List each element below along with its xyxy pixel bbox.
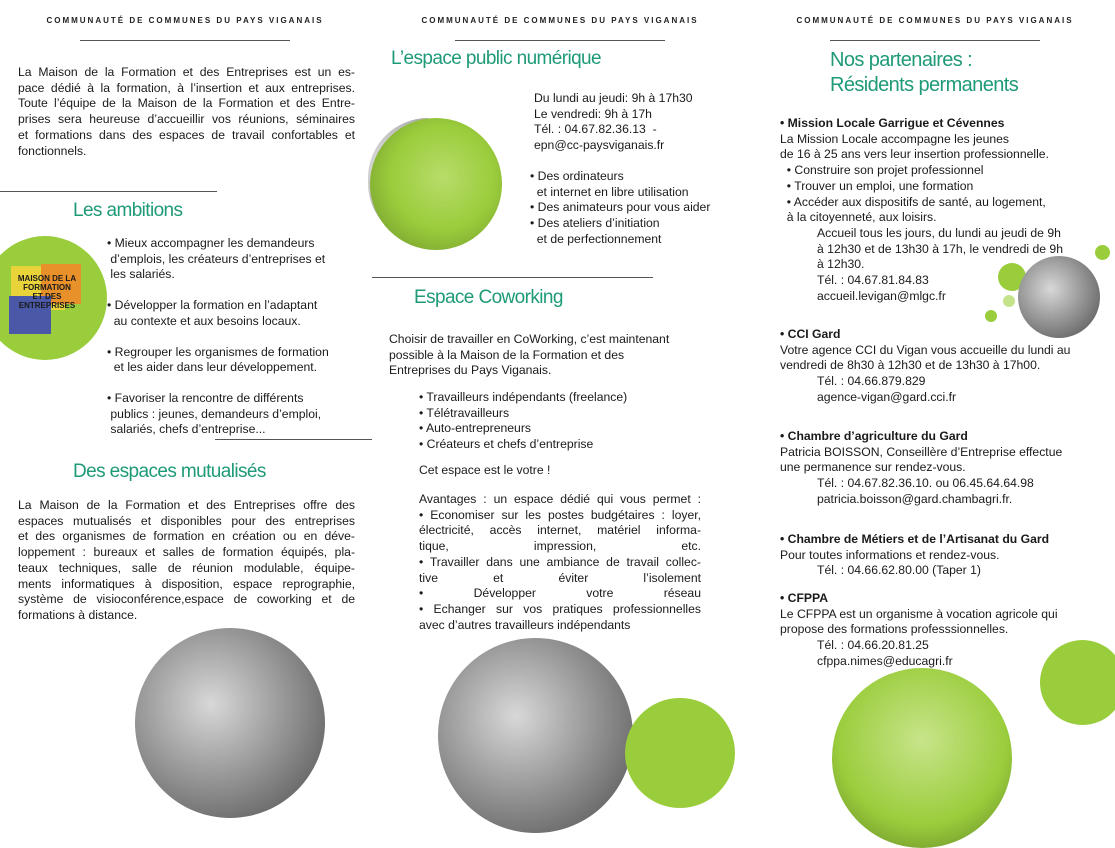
workspace-photo	[135, 628, 325, 818]
text-line: • Développer la formation en l’adaptant	[107, 298, 318, 313]
text-line: tique, impression, etc.	[419, 539, 701, 554]
text-line: • Trouver un emploi, une formation	[780, 178, 974, 193]
text-line: agence-vigan@gard.cci.fr	[817, 389, 957, 404]
header-col2: COMMUNAUTÉ DE COMMUNES DU PAYS VIGANAIS	[421, 16, 699, 25]
partner-contact	[817, 563, 1049, 579]
text-line: La Maison de la Formation et des Entreprises est un es-	[18, 65, 355, 79]
divider	[215, 439, 372, 440]
partner-entry	[780, 591, 1058, 670]
coworking-title: Espace Coworking	[414, 287, 563, 308]
text-line: et les aider dans leur développement.	[107, 360, 318, 375]
coworking-advantages	[419, 492, 701, 633]
text-line: cfppa.nimes@educagri.fr	[817, 653, 953, 668]
text-line: et des organismes de formation en création ou en déve-	[18, 529, 355, 544]
divider	[372, 277, 653, 278]
text-line: pace dédié à la formation, à l’insertion et aux entreprises.	[18, 80, 355, 95]
text-line: prises sera heureuse d’accueillir vos réunions, séminaires	[18, 112, 355, 127]
partner-name: • CCI Gard	[780, 327, 841, 341]
partner-name: • Mission Locale Garrigue et Cévennes	[780, 116, 1005, 130]
text-line: • Travailleurs indépendants (freelance)	[419, 390, 628, 404]
partner-entry	[780, 429, 1062, 508]
green-dot	[1095, 245, 1110, 260]
text-line: vendredi de 8h30 à 12h30 et de 13h30 à 17h00.	[780, 358, 1041, 373]
text-line: Tél. : 04.67.81.84.83	[817, 273, 929, 288]
ambition-item	[107, 236, 329, 283]
text-line: avec d’autres travailleurs indépendants	[419, 617, 631, 632]
text-line: Le vendredi: 9h à 17h	[534, 106, 652, 121]
ambition-item	[107, 391, 329, 438]
text-line: Tél. : 04.67.82.36.13 -	[534, 122, 657, 137]
text-line: patricia.boisson@gard.chambagri.fr.	[817, 491, 1013, 506]
text-line: au contexte et aux besoins locaux.	[107, 313, 301, 328]
text-line: Votre agence CCI du Vigan vous accueille du lundi au	[780, 342, 1071, 357]
text-line: • Auto-entrepreneurs	[419, 421, 531, 436]
text-line: • Mieux accompagner les demandeurs	[107, 236, 315, 250]
text-line: loppement : bureaux et salles de formation équipés, pla-	[18, 545, 355, 560]
intro-paragraph	[18, 65, 355, 159]
text-line: formations à distance.	[18, 607, 138, 622]
text-line: Avantages : un espace dédié qui vous permet :	[419, 492, 701, 506]
text-line: • Travailler dans une ambiance de travail collec-	[419, 554, 701, 569]
text-line: de 16 à 25 ans vers leur insertion professionnelle.	[780, 147, 1049, 162]
coworking-photo	[438, 638, 633, 833]
text-line: • Des animateurs pour vous aider	[530, 200, 711, 215]
text-line: publics : jeunes, demandeurs d’emploi,	[107, 406, 322, 421]
green-circle-decoration	[625, 698, 735, 808]
text-line: tive et éviter l’isolement	[419, 570, 701, 585]
text-line: La Mission Locale accompagne les jeunes	[780, 131, 1009, 146]
partner-name: • Chambre de Métiers et de l’Artisanat du Gard	[780, 532, 1050, 546]
text-line: accueil.levigan@mlgc.fr	[817, 288, 946, 303]
text-line: Tél. : 04.66.20.81.25	[817, 638, 929, 653]
partner-contact	[817, 374, 1070, 405]
header-col1: COMMUNAUTÉ DE COMMUNES DU PAYS VIGANAIS	[46, 16, 324, 25]
text-line: Toute l’équipe de la Maison de la Formation et des Entre-	[18, 96, 355, 111]
coworking-intro	[389, 332, 669, 379]
text-line: à 12h30 et de 13h30 à 17h, le vendredi de 9h	[817, 241, 1063, 256]
epn-title: L’espace public numérique	[391, 48, 601, 69]
ambition-item	[107, 345, 329, 376]
green-dot	[985, 310, 997, 322]
text-line: une permanence sur rendez-vous.	[780, 460, 966, 475]
ambition-item	[107, 298, 329, 329]
ambitions-title: Les ambitions	[73, 200, 183, 221]
mission-locale-photo	[1018, 256, 1100, 338]
divider	[80, 40, 290, 41]
coworking-tagline: Cet espace est le votre !	[419, 463, 551, 477]
text-line: à 12h30.	[817, 257, 865, 272]
coworking-audience-list	[419, 390, 627, 453]
mutual-title: Des espaces mutualisés	[73, 461, 266, 482]
divider	[455, 40, 665, 41]
green-dot	[1003, 295, 1015, 307]
text-line: Tél. : 04.66.62.80.00 (Taper 1)	[817, 563, 981, 578]
text-line: Tél. : 04.67.82.36.10. ou 06.45.64.64.98	[817, 476, 1034, 491]
text-line: fonctionnels.	[18, 143, 87, 158]
logo: MAISON DE LA FORMATION ET DES ENTREPRISES	[17, 274, 77, 310]
partner-contact	[817, 476, 1062, 507]
text-line: • Favoriser la rencontre de différents	[107, 390, 304, 405]
partners-title: Nos partenaires : Résidents permanents	[830, 49, 1019, 96]
text-line: Entreprises du Pays Viganais.	[389, 363, 552, 378]
text-line: • Créateurs et chefs d’entreprise	[419, 437, 594, 452]
epn-list	[530, 169, 710, 248]
text-line: Tél. : 04.66.879.829	[817, 374, 926, 389]
text-line: Accueil tous les jours, du lundi au jeudi de 9h	[817, 225, 1061, 240]
text-line: électricité, accès internet, matériel informa-	[419, 523, 701, 538]
partner-name: • Chambre d’agriculture du Gard	[780, 429, 968, 443]
text-line: et formations dans des espaces de travail confortables et	[18, 127, 355, 142]
text-line: ments informatiques à disposition, espace reprographie,	[18, 576, 355, 591]
text-line: • Construire son projet professionnel	[780, 163, 984, 178]
text-line: à la citoyenneté, aux loisirs.	[780, 210, 937, 225]
text-line: teaux techniques, salle de réunion modulable, équipe-	[18, 560, 355, 575]
text-line: Patricia BOISSON, Conseillère d’Entreprise effectue	[780, 444, 1063, 459]
text-line: et de perfectionnement	[530, 231, 662, 246]
header-col3: COMMUNAUTÉ DE COMMUNES DU PAYS VIGANAIS	[796, 16, 1074, 25]
text-line: possible à la Maison de la Formation et des	[389, 347, 625, 362]
partner-name: • CFPPA	[780, 591, 829, 605]
ambitions-list	[107, 236, 329, 453]
text-line: • Télétravailleurs	[419, 405, 510, 420]
divider	[0, 191, 217, 192]
text-line: • Regrouper les organismes de formation	[107, 344, 329, 359]
text-line: • Développer votre réseau	[419, 586, 701, 601]
text-line: • Des ateliers d’initiation	[530, 216, 660, 231]
text-line: et internet en libre utilisation	[530, 184, 689, 199]
green-circle-decoration	[1040, 640, 1115, 725]
text-line: les salariés.	[107, 267, 175, 282]
epn-photo	[370, 118, 502, 250]
text-line: • Des ordinateurs	[530, 169, 624, 183]
text-line: • Economiser sur les postes budgétaires : loyer,	[419, 507, 701, 522]
partner-contact	[817, 638, 1058, 669]
text-line: propose des formations professsionnelles.	[780, 622, 1009, 637]
text-line: epn@cc-paysviganais.fr	[534, 138, 665, 153]
partner-entry	[780, 327, 1070, 406]
partner-entry	[780, 532, 1049, 579]
text-line: salariés, chefs d’entreprise...	[107, 422, 266, 437]
text-line: • Accéder aux dispositifs de santé, au logement,	[780, 194, 1046, 209]
text-line: Du lundi au jeudi: 9h à 17h30	[534, 91, 693, 105]
text-line: d’emplois, les créateurs d’entreprises et	[107, 251, 326, 266]
text-line: espaces mutualisés et disponibles pour des entreprises	[18, 513, 355, 528]
epn-info	[534, 91, 693, 154]
text-line: système de visioconférence,espace de coworking et de	[18, 592, 355, 607]
text-line: Le CFPPA est un organisme à vocation agricole qui	[780, 606, 1058, 621]
text-line: La Maison de la Formation et des Entreprises offre des	[18, 498, 355, 512]
training-photo	[832, 668, 1012, 848]
text-line: • Echanger sur vos pratiques professionnelles	[419, 601, 701, 616]
logo-circle	[0, 236, 107, 360]
mutual-paragraph	[18, 498, 355, 624]
divider	[830, 40, 1040, 41]
text-line: Choisir de travailler en CoWorking, c’est maintenant	[389, 332, 670, 346]
text-line: Pour toutes informations et rendez-vous.	[780, 547, 1000, 562]
